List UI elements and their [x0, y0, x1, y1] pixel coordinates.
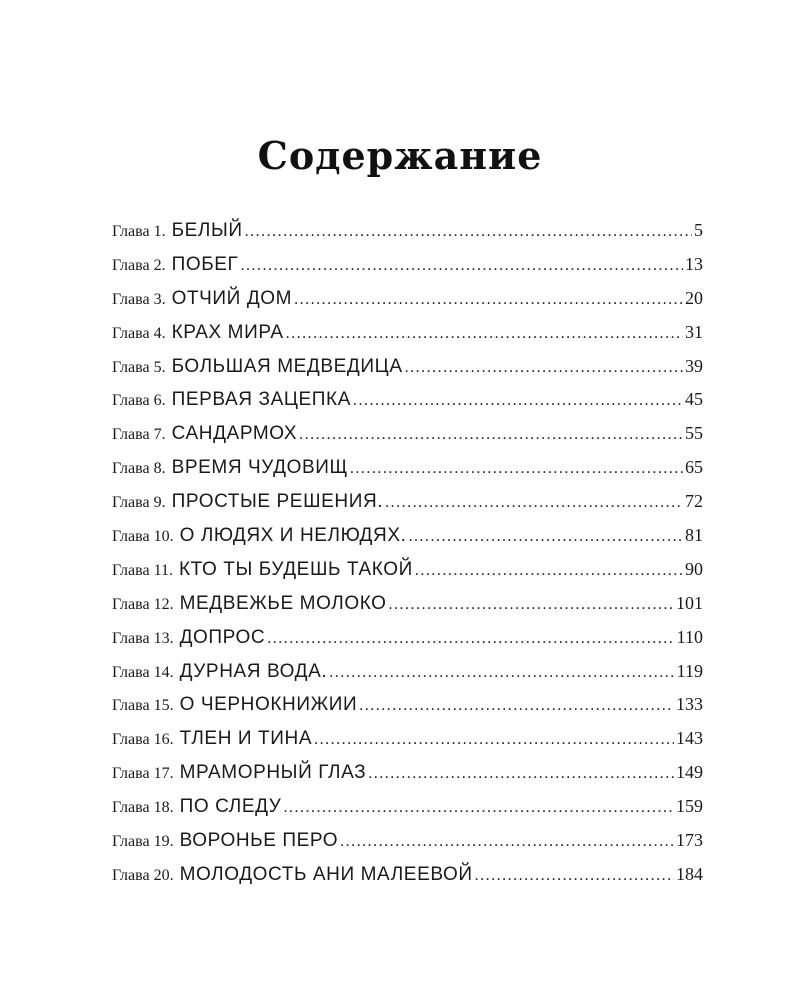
chapter-title: О ЛЮДЯХ И НЕЛЮДЯХ. [179, 525, 407, 547]
dot-leader [283, 791, 674, 825]
toc-entry [112, 519, 703, 553]
page-number: 110 [676, 626, 703, 647]
toc-entry [112, 383, 703, 417]
toc-entry [112, 417, 703, 451]
chapter-label: Глава 14. [112, 663, 174, 681]
toc-entry [112, 655, 703, 689]
chapter-label: Глава 9. [112, 494, 166, 512]
page-number: 159 [676, 796, 703, 817]
chapter-title: ПОБЕГ [171, 253, 239, 275]
chapter-label: Глава 11. [112, 561, 173, 579]
dot-leader [286, 317, 683, 351]
page-number: 133 [676, 694, 703, 715]
dot-leader [368, 757, 674, 791]
chapter-label: Глава 17. [112, 765, 174, 783]
chapter-title: ДУРНАЯ ВОДА. [179, 660, 328, 682]
chapter-title: МЕДВЕЖЬЕ МОЛОКО [179, 592, 387, 614]
chapter-label: Глава 7. [112, 426, 166, 444]
toc-entry [112, 214, 703, 248]
chapter-label: Глава 6. [112, 392, 166, 410]
toc-entry [112, 722, 703, 756]
toc-entry [112, 553, 703, 587]
toc-entry [112, 688, 703, 722]
dot-leader [294, 283, 683, 317]
toc-entry [112, 350, 703, 384]
dot-leader [359, 689, 674, 723]
chapter-label: Глава 19. [112, 833, 174, 851]
toc-entry [112, 282, 703, 316]
page-number: 5 [694, 220, 703, 240]
chapter-title: ПЕРВАЯ ЗАЦЕПКА [171, 389, 351, 411]
page-number: 65 [685, 457, 703, 478]
chapter-title: БЕЛЫЙ [171, 220, 243, 241]
toc-entry [112, 248, 703, 282]
page-number: 31 [685, 321, 703, 342]
page-number: 55 [685, 423, 703, 444]
toc-entry [112, 485, 703, 519]
table-of-contents [112, 214, 703, 892]
chapter-label: Глава 16. [112, 731, 174, 749]
dot-leader [350, 452, 683, 486]
chapter-title: САНДАРМОХ [171, 423, 298, 445]
toc-entry [112, 587, 703, 621]
toc-entry [112, 756, 703, 790]
chapter-title: МРАМОРНЫЙ ГЛАЗ [179, 762, 367, 784]
page-number: 45 [685, 389, 703, 410]
chapter-label: Глава 12. [112, 595, 174, 613]
chapter-title: ВОРОНЬЕ ПЕРО [179, 830, 339, 852]
dot-leader [340, 825, 674, 859]
toc-entry [112, 790, 703, 824]
dot-leader [385, 486, 683, 520]
page-title: Содержание [257, 133, 543, 179]
dot-leader [409, 520, 683, 554]
dot-leader [245, 215, 692, 249]
dot-leader [389, 588, 674, 622]
chapter-title: КРАХ МИРА [171, 321, 284, 343]
dot-leader [267, 622, 674, 656]
dot-leader [405, 351, 683, 385]
chapter-label: Глава 8. [112, 460, 166, 478]
dot-leader [475, 859, 674, 893]
dot-leader [299, 418, 683, 452]
chapter-label: Глава 20. [112, 866, 174, 884]
dot-leader [415, 554, 683, 588]
page-number: 39 [685, 355, 703, 376]
chapter-label: Глава 3. [112, 290, 166, 308]
page-number: 13 [685, 253, 703, 274]
page-number: 173 [676, 830, 703, 851]
page-number: 101 [676, 592, 703, 613]
chapter-label: Глава 1. [112, 223, 166, 240]
chapter-title: КТО ТЫ БУДЕШЬ ТАКОЙ [178, 558, 413, 580]
chapter-title: МОЛОДОСТЬ АНИ МАЛЕЕВОЙ [179, 863, 473, 885]
chapter-label: Глава 5. [112, 358, 166, 376]
chapter-title: БОЛЬШАЯ МЕДВЕДИЦА [171, 355, 403, 377]
chapter-label: Глава 13. [112, 629, 174, 647]
chapter-title: ТЛЕН И ТИНА [179, 728, 313, 750]
page-number: 119 [676, 660, 703, 681]
page-number: 184 [676, 863, 703, 884]
chapter-title: ПРОСТЫЕ РЕШЕНИЯ. [171, 491, 384, 513]
dot-leader [240, 249, 683, 283]
page-number: 72 [685, 491, 703, 512]
chapter-label: Глава 2. [112, 256, 166, 274]
chapter-title: ДОПРОС [179, 626, 266, 648]
toc-entry [112, 858, 703, 892]
toc-entry [112, 451, 703, 485]
chapter-label: Глава 15. [112, 697, 174, 715]
chapter-label: Глава 4. [112, 324, 166, 342]
page-number: 81 [685, 525, 703, 546]
chapter-label: Глава 10. [112, 528, 174, 546]
dot-leader [329, 656, 674, 690]
chapter-title: О ЧЕРНОКНИЖИИ [179, 694, 358, 716]
chapter-title: ОТЧИЙ ДОМ [171, 287, 293, 309]
page-number: 90 [685, 558, 703, 579]
dot-leader [353, 384, 683, 418]
chapter-title: ПО СЛЕДУ [179, 796, 282, 818]
toc-entry [112, 824, 703, 858]
toc-entry [112, 316, 703, 350]
page-number: 143 [676, 728, 703, 749]
page-number: 20 [685, 287, 703, 308]
page-number: 149 [676, 762, 703, 783]
chapter-title: ВРЕМЯ ЧУДОВИЩ [171, 457, 348, 479]
toc-entry [112, 621, 703, 655]
chapter-label: Глава 18. [112, 799, 174, 817]
dot-leader [314, 723, 674, 757]
